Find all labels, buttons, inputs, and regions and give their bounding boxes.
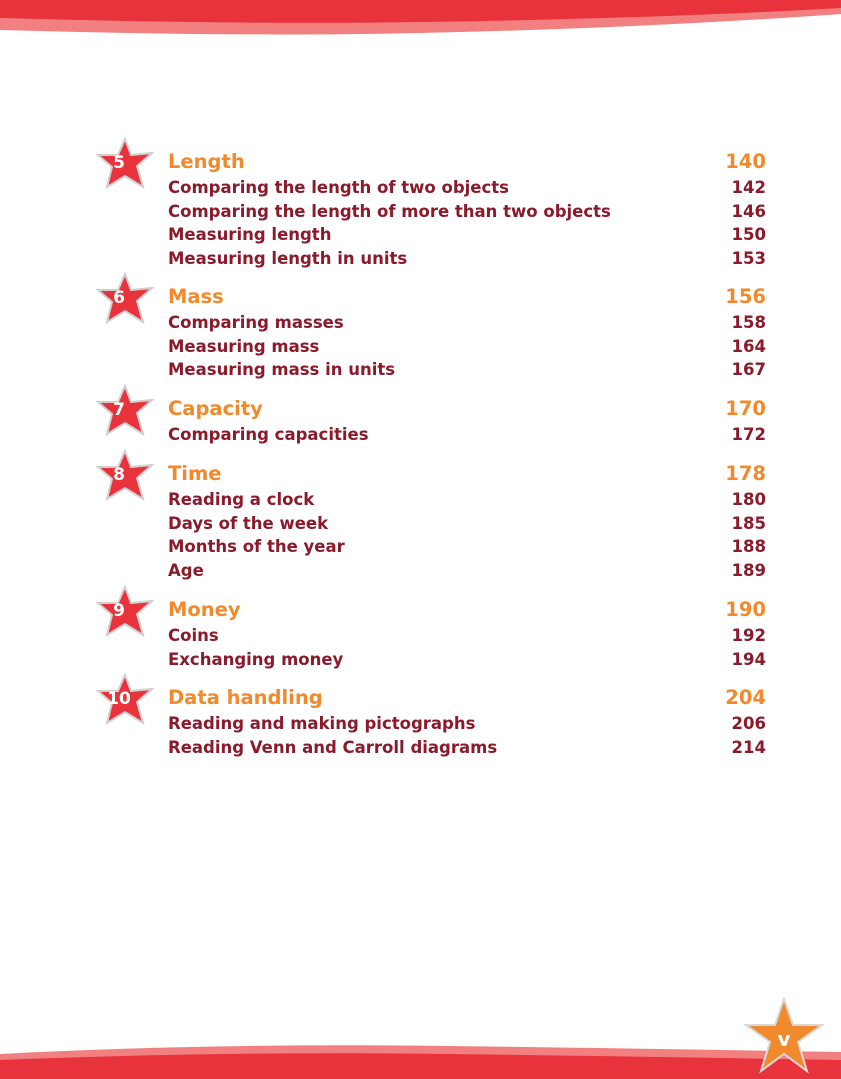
- toc-entry-label: Measuring length: [168, 225, 332, 244]
- toc-entry-page: 153: [731, 248, 766, 268]
- toc-entry-label: Comparing masses: [168, 313, 344, 332]
- section-title-row[interactable]: [168, 462, 766, 488]
- section-title: Money: [168, 598, 241, 621]
- section-number-star: [96, 449, 154, 501]
- section-number: 8: [113, 465, 125, 485]
- section-number-star: [96, 137, 154, 189]
- toc-entry-label: Reading a clock: [168, 490, 315, 509]
- toc-entry[interactable]: [168, 425, 766, 448]
- toc-entry-page: 206: [731, 714, 766, 733]
- toc-entry-label: Coins: [168, 626, 219, 645]
- section-number: 6: [113, 288, 125, 308]
- toc-entry-page: 194: [731, 649, 766, 669]
- toc-entry-page: 172: [731, 425, 766, 444]
- bottom-banner: [0, 1040, 841, 1079]
- section-title: Time: [168, 462, 222, 485]
- page-number: v: [777, 1027, 791, 1051]
- toc-entry[interactable]: [168, 561, 766, 584]
- section-number-star: [96, 585, 154, 637]
- toc-entry[interactable]: [168, 249, 766, 272]
- toc-entry-label: Reading and making pictographs: [168, 714, 476, 733]
- toc-entry[interactable]: [168, 337, 766, 360]
- toc-entry[interactable]: [168, 714, 766, 737]
- section-title-row[interactable]: [168, 686, 766, 712]
- section-title-row[interactable]: [168, 598, 766, 624]
- page-number-badge: [740, 995, 828, 1079]
- toc-entry-page: 167: [731, 360, 766, 379]
- toc-entry[interactable]: [168, 178, 766, 201]
- toc-entry[interactable]: [168, 360, 766, 383]
- section-number-star: [96, 272, 154, 324]
- section-title-row[interactable]: [168, 285, 766, 311]
- toc-entry-page: 192: [731, 626, 766, 645]
- section-page-number: 140: [725, 150, 766, 173]
- toc-entry-label: Months of the year: [168, 537, 345, 556]
- section-title: Length: [168, 150, 245, 173]
- section-number: 5: [113, 153, 125, 173]
- section-page-number: 204: [725, 686, 766, 709]
- toc-entry[interactable]: [168, 202, 766, 225]
- toc-entry-page: 188: [731, 537, 766, 556]
- toc-entry-page: 214: [731, 737, 766, 757]
- section-number: 9: [113, 601, 125, 621]
- toc-entry-page: 146: [731, 201, 766, 221]
- toc-entry-page: 164: [731, 336, 766, 356]
- toc-entry[interactable]: [168, 650, 766, 673]
- toc-entry[interactable]: [168, 313, 766, 336]
- section-number-star: [96, 384, 154, 436]
- toc-entry[interactable]: [168, 225, 766, 248]
- section-page-number: 190: [725, 598, 766, 621]
- toc-entry-label: Measuring mass in units: [168, 360, 396, 379]
- toc-entry-label: Comparing the length of more than two objects: [168, 201, 611, 221]
- section-title-row[interactable]: [168, 150, 766, 176]
- toc-entry-page: 142: [731, 178, 766, 197]
- toc-entry-label: Days of the week: [168, 513, 329, 533]
- section-title: Data handling: [168, 686, 323, 709]
- toc-entry[interactable]: [168, 738, 766, 761]
- toc-entry-label: Age: [168, 560, 204, 580]
- toc-entry-page: 189: [731, 560, 766, 580]
- toc-entry-label: Measuring length in units: [168, 248, 408, 268]
- toc-entry-label: Exchanging money: [168, 649, 344, 669]
- section-number-star: [96, 673, 154, 725]
- section-number: 7: [113, 400, 125, 420]
- section-page-number: 156: [725, 285, 766, 308]
- toc-entry-page: 158: [731, 313, 766, 332]
- section-title: Capacity: [168, 397, 263, 420]
- toc-entry[interactable]: [168, 626, 766, 649]
- section-page-number: 178: [725, 462, 766, 485]
- toc-entry-label: Measuring mass: [168, 336, 320, 356]
- section-number: 10: [107, 689, 131, 709]
- section-title: Mass: [168, 285, 224, 308]
- toc-entry-page: 180: [731, 490, 766, 509]
- toc-entry-label: Comparing capacities: [168, 425, 369, 444]
- toc-entry[interactable]: [168, 490, 766, 513]
- section-title-row[interactable]: [168, 397, 766, 423]
- section-page-number: 170: [725, 397, 766, 420]
- toc-entry[interactable]: [168, 514, 766, 537]
- toc-entry-label: Reading Venn and Carroll diagrams: [168, 737, 498, 757]
- toc-entry[interactable]: [168, 537, 766, 560]
- toc-entry-page: 150: [731, 225, 766, 244]
- toc-entry-label: Comparing the length of two objects: [168, 178, 509, 197]
- toc-entry-page: 185: [731, 513, 766, 533]
